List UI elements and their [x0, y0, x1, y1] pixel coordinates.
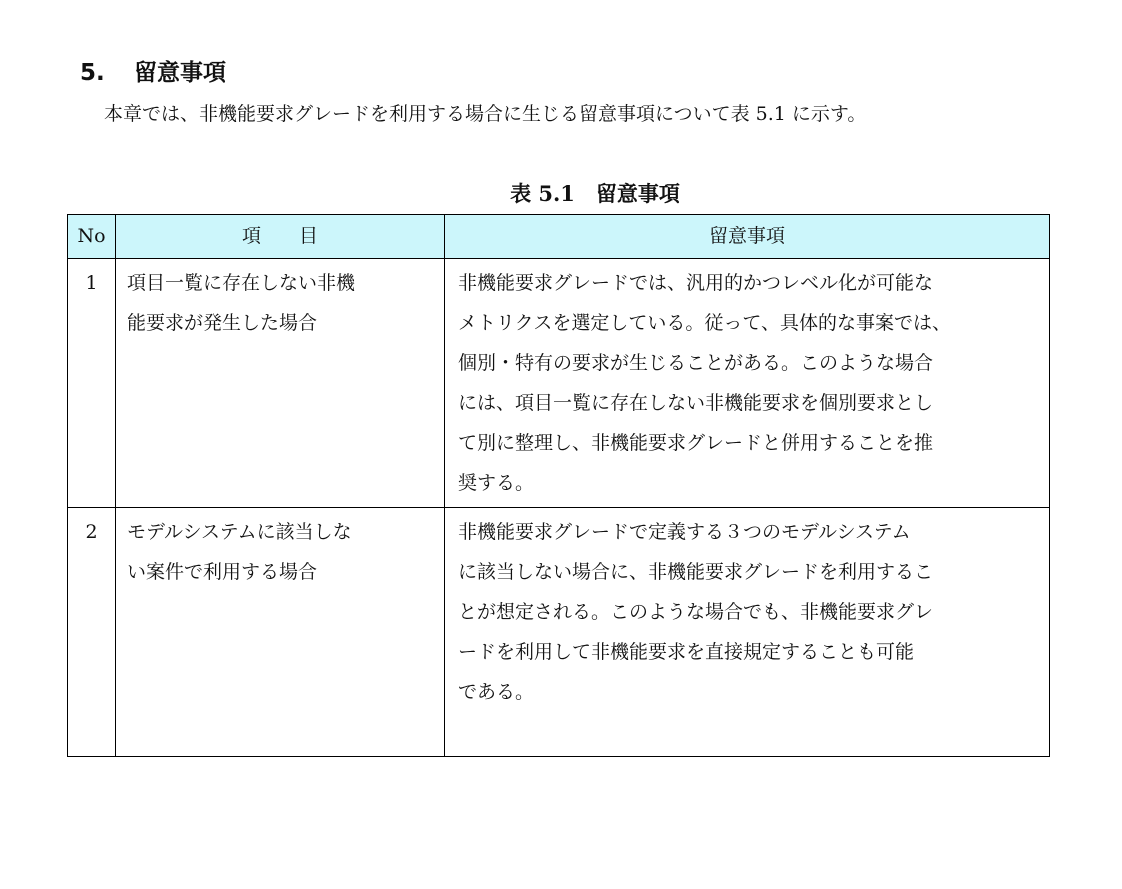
header-note: 留意事項	[445, 215, 1050, 259]
notes-table	[67, 214, 1050, 757]
item-line: モデルシステムに該当しな	[127, 521, 352, 543]
header-no: No	[68, 215, 116, 259]
section-number: 5.	[80, 60, 105, 86]
note-line: 個別・特有の要求が生じることがある。このような場合	[458, 352, 934, 374]
item-cell	[116, 259, 445, 508]
note-line: ードを利用して非機能要求を直接規定することも可能	[458, 641, 915, 663]
item-line: 能要求が発生した場合	[127, 312, 318, 334]
intro-paragraph: 本章では、非機能要求グレードを利用する場合に生じる留意事項について表 5.1 に示す。	[104, 103, 867, 125]
table-row	[68, 259, 1050, 508]
note-line: である。	[458, 681, 535, 703]
note-cell	[445, 259, 1050, 508]
table-header-row	[68, 215, 1050, 259]
note-line: に該当しない場合に、非機能要求グレードを利用するこ	[458, 561, 934, 583]
note-line: とが想定される。このような場合でも、非機能要求グレ	[458, 601, 934, 623]
row-number: 1	[68, 259, 116, 508]
header-item: 項 目	[116, 215, 445, 259]
table-caption: 表 5.1 留意事項	[510, 181, 680, 206]
item-cell	[116, 508, 445, 757]
note-line: には、項目一覧に存在しない非機能要求を個別要求とし	[458, 392, 934, 414]
note-line: メトリクスを選定している。従って、具体的な事案では、	[458, 312, 952, 334]
note-line: 奨する。	[458, 472, 535, 494]
note-line: 非機能要求グレードで定義する３つのモデルシステム	[458, 521, 911, 543]
note-line: 非機能要求グレードでは、汎用的かつレベル化が可能な	[458, 272, 934, 294]
item-line: 項目一覧に存在しない非機	[127, 272, 356, 294]
row-number: 2	[68, 508, 116, 757]
note-cell	[445, 508, 1050, 757]
note-line: て別に整理し、非機能要求グレードと併用することを推	[458, 432, 934, 454]
section-title: 留意事項	[134, 60, 226, 86]
item-line: い案件で利用する場合	[127, 561, 318, 583]
table-row	[68, 508, 1050, 757]
section-heading	[80, 56, 226, 90]
